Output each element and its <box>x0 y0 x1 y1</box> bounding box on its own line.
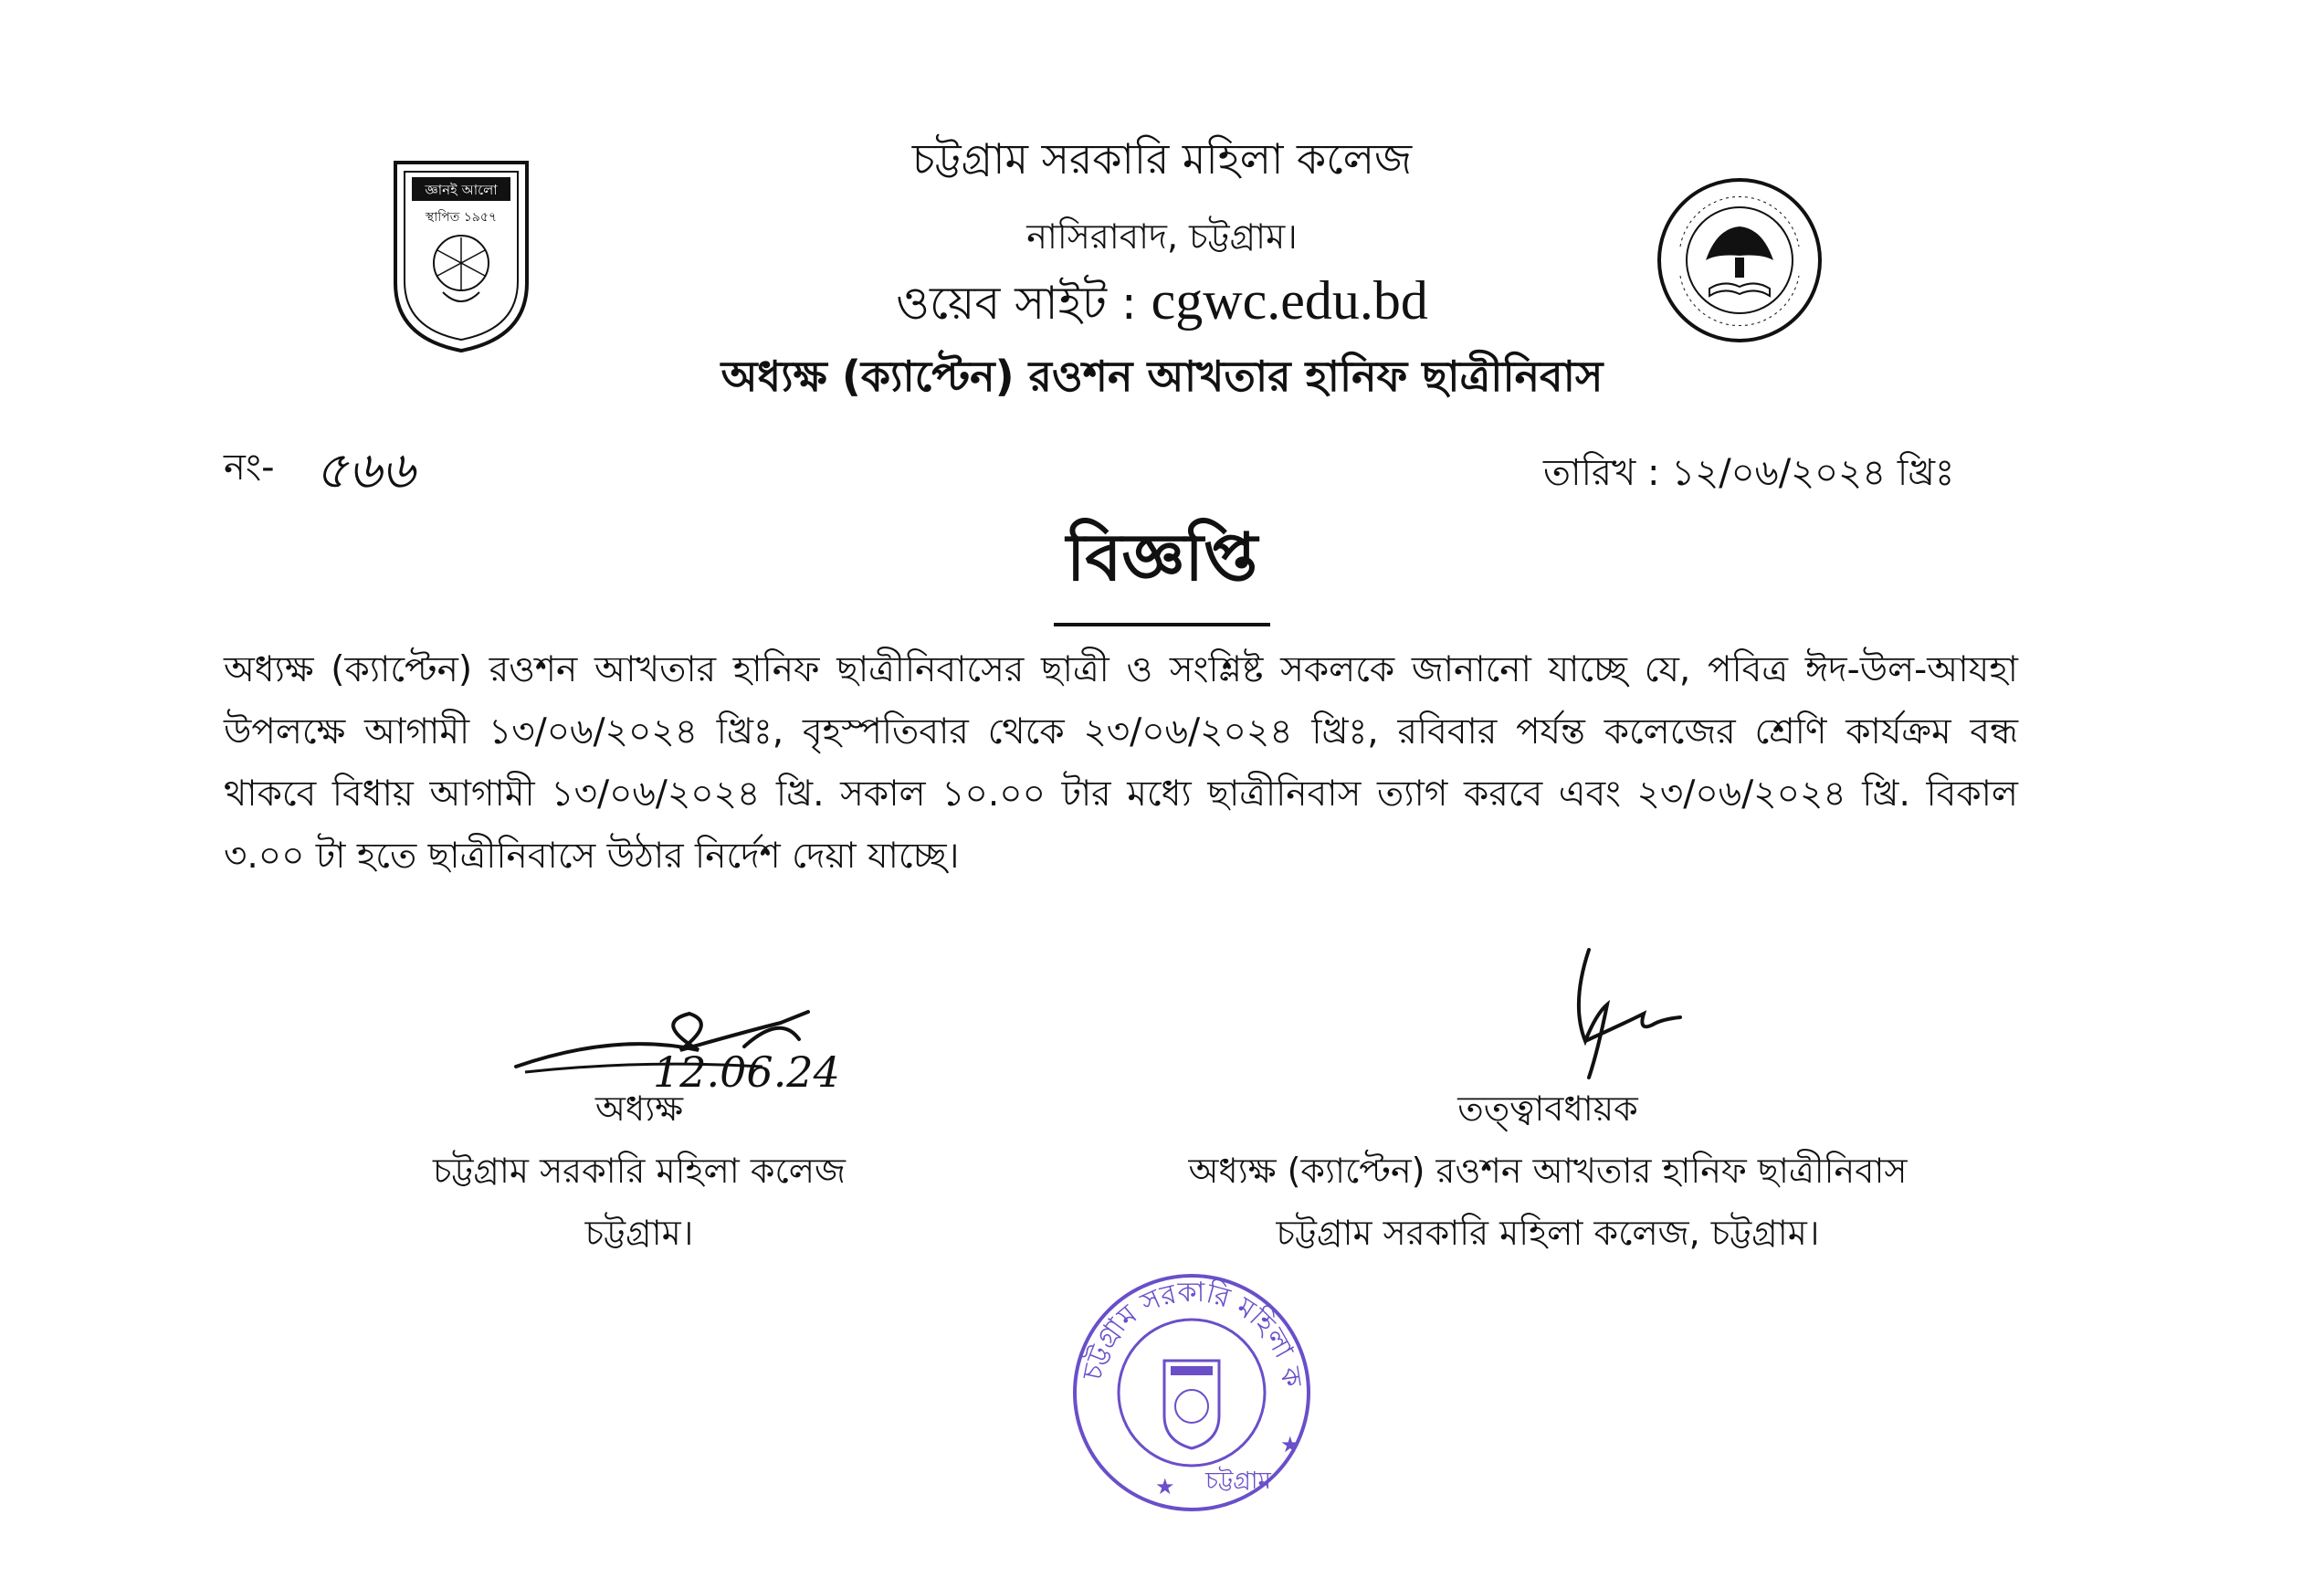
superintendent-hostel: অধ্যক্ষ (ক্যাপ্টেন) রওশন আখতার হানিফ ছাত্রীনিবাস <box>1188 1151 1908 1191</box>
svg-text:★: ★ <box>1280 1432 1300 1457</box>
svg-text:জ্ঞানই আলো: জ্ঞানই আলো <box>425 182 498 198</box>
svg-text:স্থাপিত ১৯৫৭: স্থাপিত ১৯৫৭ <box>425 210 498 225</box>
college-name: চট্টগ্রাম সরকারি মহিলা কলেজ <box>911 134 1413 184</box>
website-line <box>0 269 2324 345</box>
reference-number: ৫৬৬ <box>315 441 415 500</box>
notice-date: তারিখ : ১২/০৬/২০২৪ খ্রিঃ <box>1543 452 1955 494</box>
principal-institution: চট্টগ্রাম সরকারি মহিলা কলেজ <box>432 1151 847 1191</box>
superintendent-institution: চট্টগ্রাম সরকারি মহিলা কলেজ, চট্টগ্রাম। <box>1276 1213 1820 1253</box>
reference-label: নং- <box>224 447 275 489</box>
notice-heading <box>0 508 2324 626</box>
website-url: cgwc.edu.bd <box>1151 270 1428 331</box>
official-stamp <box>1068 1269 1315 1520</box>
notice-body: অধ্যক্ষ (ক্যাপ্টেন) রওশন আখতার হানিফ ছাত্রীনিবাসের ছাত্রী ও সংশ্লিষ্ট সকলকে জানানো যাচ্ছে যে, পবিত্র ঈদ-উল-আযহা উপলক্ষে আগামী ১৩/০৬/২০২৪ খ্রিঃ, বৃহস্পতিবার থেকে ২৩/০৬/২০২৪ খ্রিঃ, রবিবার পর্যন্ত কলেজের শ্রেণি কার্যক্রম বন্ধ থাকবে বিধায় আগামী ১৩/০৬/২০২৪ খ্রি. সকাল ১০.০০ টার মধ্যে ছাত্রীনিবাস ত্যাগ করবে এবং ২৩/০৬/২০২৪ খ্রি. বিকাল ৩.০০ টা হতে ছাত্রীনিবাসে উঠার নির্দেশ দেয়া যাচ্ছে। <box>224 649 2018 877</box>
principal-block <box>365 1078 913 1264</box>
hostel-title: অধ্যক্ষ (ক্যাপ্টেন) রওশন আখতার হানিফ ছাত্রীনিবাস <box>720 352 1604 401</box>
college-address: নাসিরাবাদ, চট্টগ্রাম। <box>1026 216 1298 257</box>
svg-text:★: ★ <box>1155 1474 1175 1499</box>
svg-text:12.06.24: 12.06.24 <box>653 1047 840 1096</box>
notice-heading-text: বিজ্ঞপ্তি <box>1054 508 1270 626</box>
principal-designation: অধ্যক্ষ <box>594 1089 683 1129</box>
superintendent-designation: তত্ত্বাবধায়ক <box>1457 1089 1638 1129</box>
svg-text:চট্টগ্রাম: চট্টগ্রাম <box>1205 1468 1271 1495</box>
website-label: ওয়েব সাইট : <box>896 277 1151 330</box>
principal-city: চট্টগ্রাম। <box>584 1213 694 1253</box>
superintendent-block <box>1114 1078 1982 1264</box>
svg-text:চট্টগ্রাম সরকারি মহিলা কলেজ: চট্টগ্রাম সরকারি মহিলা ক <box>1077 1276 1309 1390</box>
